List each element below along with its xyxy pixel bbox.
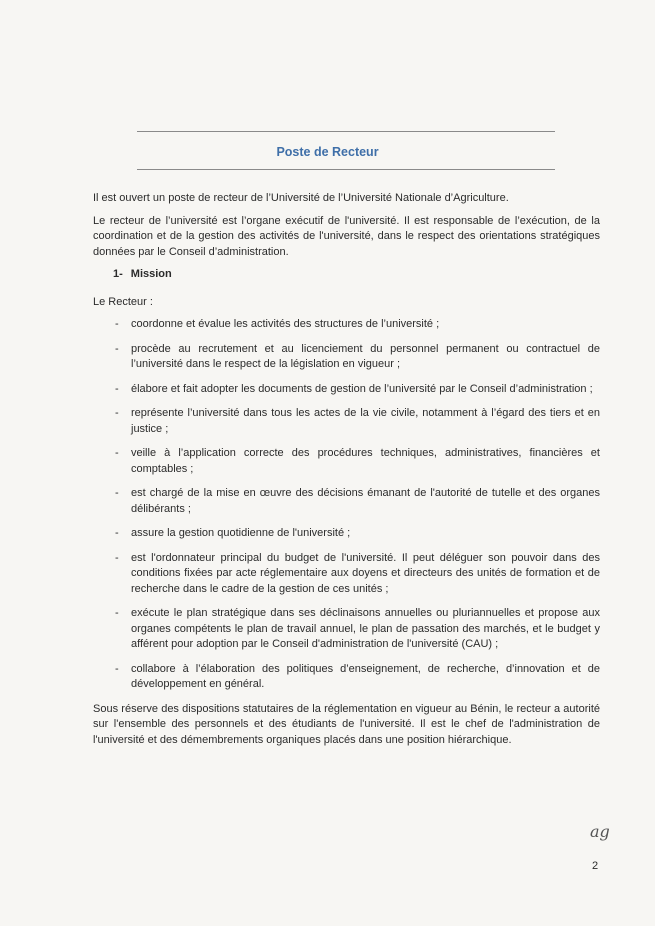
- bullet-dash: -: [115, 551, 119, 564]
- description-paragraph: Le recteur de l’université est l’organe exécutif de l'université. Il est responsable de l’exécution, de la coordination et de la gestion des activités de l'université, dans le respect des orientations stratégiques données par le Conseil d’administration.: [93, 214, 600, 258]
- list-item: [93, 446, 600, 477]
- list-item: [93, 317, 600, 333]
- bullet-dash: -: [115, 318, 119, 330]
- missions-list: [93, 317, 600, 693]
- list-item-text: est l'ordonnateur principal du budget de l'université. Il peut déléguer son pouvoir dans des conditions fixées par acte réglementaire aux doyens et directeurs des unités de formation et de recherche dans le cadre de la gestion de ces unités ;: [131, 551, 600, 595]
- closing-paragraph: Sous réserve des dispositions statutaires de la réglementation en vigueur au Bénin, le recteur a autorité sur l'ensemble des personnels et des étudiants de l'université. Il est le chef de l'administration de l'université et des démembrements organiques placés dans une position hiérarchique.: [93, 702, 600, 746]
- bullet-dash: -: [115, 342, 119, 355]
- bullet-dash: -: [115, 607, 119, 619]
- list-item-text: représente l’université dans tous les actes de la vie civile, notamment à l’égard des tiers et en justice ;: [131, 407, 600, 435]
- list-item: [93, 551, 600, 598]
- handwritten-initials: ag: [590, 822, 610, 841]
- document-body: [93, 191, 600, 755]
- title-bottom-rule: [137, 169, 555, 170]
- section-title: Mission: [130, 268, 172, 280]
- page-number: 2: [592, 860, 599, 872]
- bullet-dash: -: [115, 447, 119, 459]
- bullet-dash: -: [115, 382, 119, 395]
- list-item: [93, 406, 600, 437]
- intro-paragraph: Il est ouvert un poste de recteur de l’Université de l’Université Nationale d’Agriculture.: [93, 192, 509, 204]
- list-item-text: exécute le plan stratégique dans ses déclinaisons annuelles ou pluriannuelles et propose aux organes compétents le plan de travail annuel, le plan de passation des marchés, et le budget y afférent pour adoption par le Conseil d'administration de l'université (CAU) ;: [131, 607, 600, 650]
- list-item-text: collabore à l’élaboration des politiques d’enseignement, de recherche, d’innovation et de développement en général.: [131, 662, 600, 690]
- list-item: [93, 606, 600, 653]
- lead-text: Le Recteur :: [93, 295, 153, 308]
- list-item: [93, 486, 600, 517]
- list-item-text: veille à l’application correcte des procédures techniques, administratives, financières et comptables ;: [131, 447, 600, 475]
- list-item-text: est chargé de la mise en œuvre des décisions émanant de l'autorité de tutelle et des organes délibérants ;: [131, 487, 600, 515]
- section-heading: [113, 267, 600, 283]
- list-item: [93, 526, 600, 542]
- page-title: Poste de Recteur: [276, 145, 379, 159]
- list-item: [93, 662, 600, 693]
- bullet-dash: -: [115, 487, 119, 499]
- bullet-dash: -: [115, 527, 119, 539]
- bullet-dash: -: [115, 662, 119, 675]
- list-item: [93, 342, 600, 373]
- list-item: [93, 382, 600, 398]
- section-number: 1-: [113, 268, 123, 280]
- bullet-dash: -: [115, 407, 119, 419]
- list-item-text: élabore et fait adopter les documents de gestion de l’université par le Conseil d’administration ;: [131, 382, 593, 395]
- list-item-text: assure la gestion quotidienne de l'université ;: [131, 527, 351, 539]
- list-item-text: procède au recrutement et au licenciement du personnel permanent ou contractuel de l’université dans le respect de la législation en vigueur ;: [131, 342, 600, 370]
- title-top-rule: [137, 131, 555, 132]
- list-item-text: coordonne et évalue les activités des structures de l’université ;: [131, 318, 440, 330]
